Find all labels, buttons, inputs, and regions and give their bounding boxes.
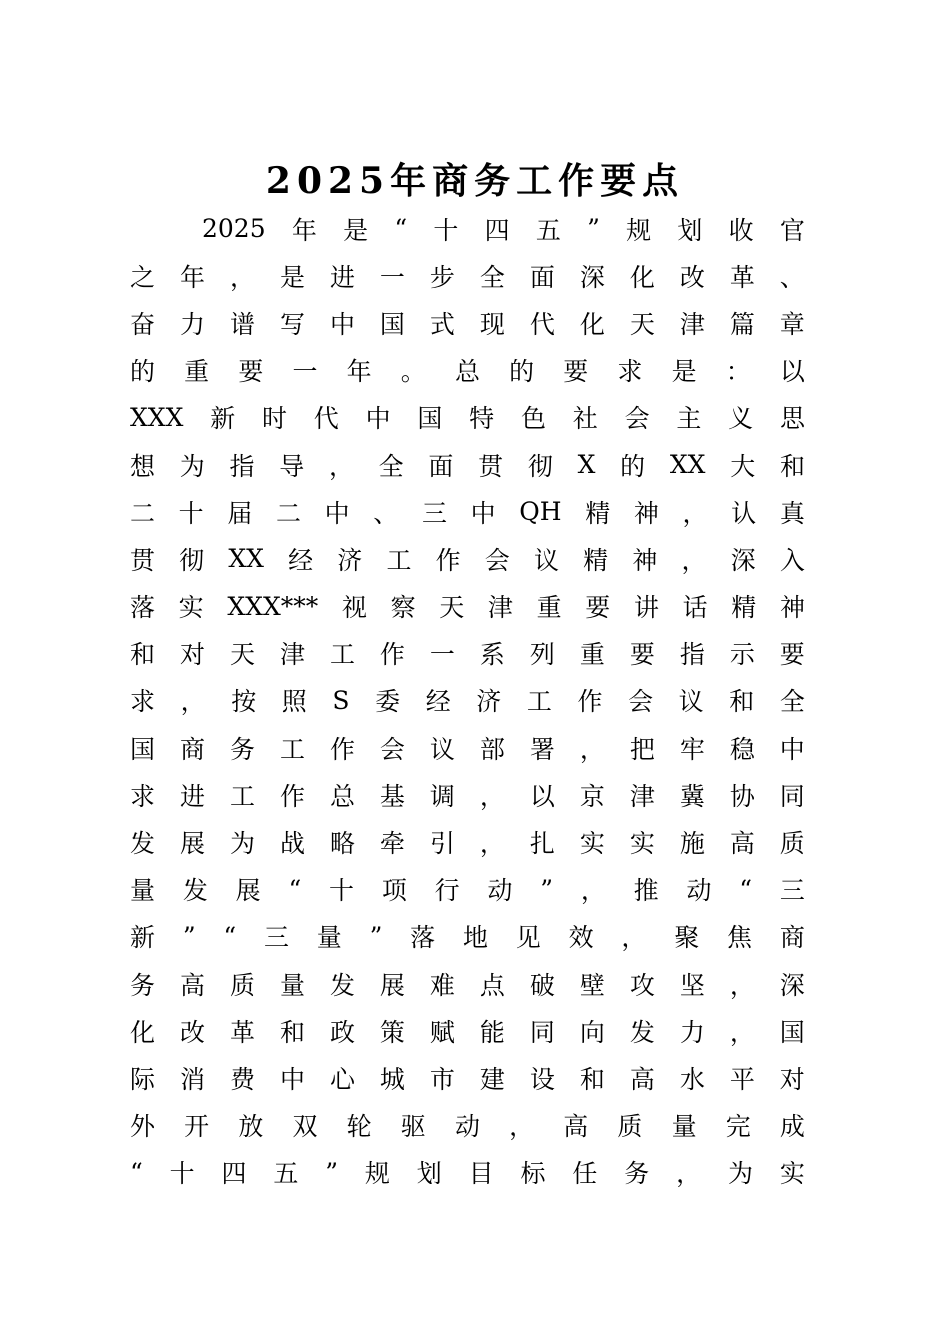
body-line: 落 实 XXX*** 视 察 天 津 重 要 讲 话 精 神 bbox=[130, 591, 805, 623]
body-line: 际 消 费 中 心 城 市 建 设 和 高 水 平 对 bbox=[130, 1064, 805, 1094]
body-line: 的 重 要 一 年 。 总 的 要 求 是 ： 以 bbox=[130, 357, 805, 387]
body-line: 奋 力 谱 写 中 国 式 现 代 化 天 津 篇 章 bbox=[130, 309, 805, 339]
body-line: 2025 年 是 “ 十 四 五 ” 规 划 收 官 bbox=[202, 214, 805, 245]
body-line: 化 改 革 和 政 策 赋 能 同 向 发 力 ， 国 bbox=[130, 1017, 805, 1047]
document-body bbox=[130, 205, 805, 1196]
body-line: 求 ， 按 照 S 委 经 济 工 作 会 议 和 全 bbox=[130, 685, 805, 717]
body-line: 之 年 ， 是 进 一 步 全 面 深 化 改 革 、 bbox=[130, 262, 805, 292]
body-line: 求 进 工 作 总 基 调 ， 以 京 津 冀 协 同 bbox=[130, 781, 805, 811]
body-line: 量 发 展 “ 十 项 行 动 ” ， 推 动 “ 三 bbox=[130, 874, 805, 906]
body-line: “ 十 四 五 ” 规 划 目 标 任 务 ， 为 实 bbox=[130, 1157, 805, 1189]
body-line: 新 ” “ 三 量 ” 落 地 见 效 ， 聚 焦 商 bbox=[130, 921, 805, 953]
body-line: 国 商 务 工 作 会 议 部 署 ， 把 牢 稳 中 bbox=[130, 734, 805, 764]
document-title: 2025年商务工作要点 bbox=[265, 160, 685, 202]
body-line: 务 高 质 量 发 展 难 点 破 壁 攻 坚 ， 深 bbox=[130, 970, 805, 1000]
body-line: 想 为 指 导 ， 全 面 贯 彻 X 的 XX 大 和 bbox=[130, 450, 805, 481]
body-line: 发 展 为 战 略 牵 引 ， 扎 实 实 施 高 质 bbox=[130, 829, 805, 859]
body-line: 贯 彻 XX 经 济 工 作 会 议 精 神 ， 深 入 bbox=[130, 544, 805, 575]
body-line: 二 十 届 二 中 、 三 中 QH 精 神 ， 认 真 bbox=[130, 497, 805, 528]
body-line: 外 开 放 双 轮 驱 动 ， 高 质 量 完 成 bbox=[130, 1112, 805, 1142]
body-line: XXX 新 时 代 中 国 特 色 社 会 主 义 思 bbox=[130, 402, 805, 434]
body-line: 和 对 天 津 工 作 一 系 列 重 要 指 示 要 bbox=[130, 640, 805, 670]
